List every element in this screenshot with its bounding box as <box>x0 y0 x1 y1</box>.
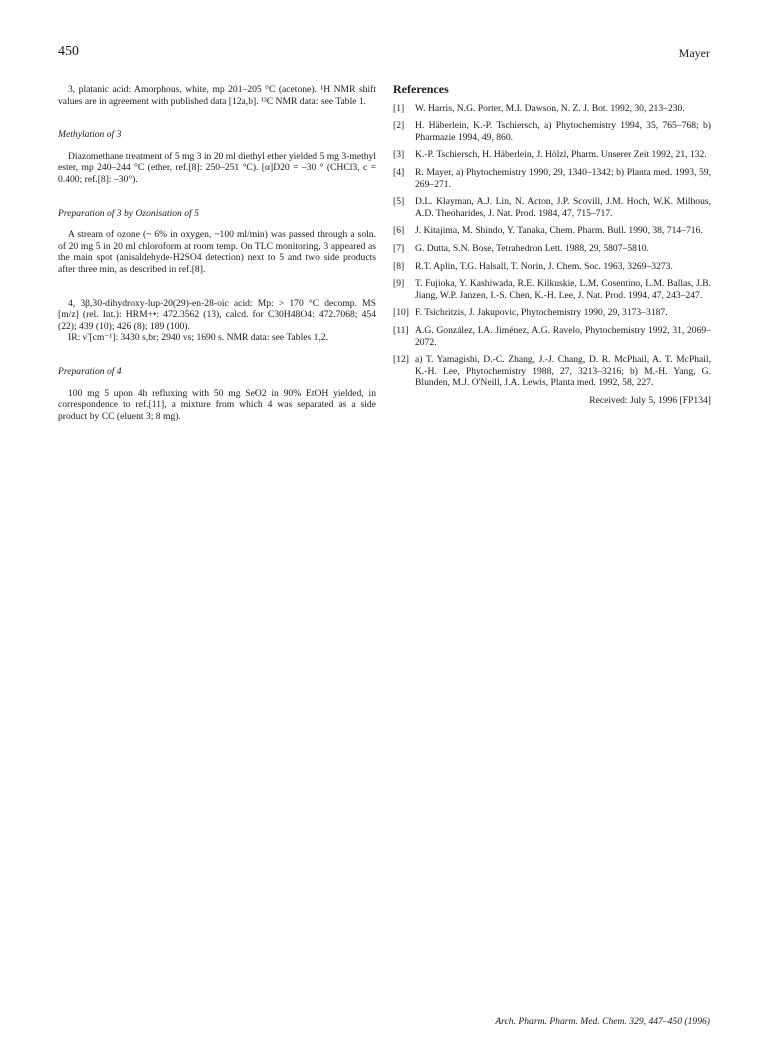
reference-number: [1] <box>393 102 405 114</box>
reference-item <box>393 243 711 255</box>
compound-4-paragraph: 4, 3β,30-dihydroxy-lup-20(29)-en-28-oic acid: Mp: > 170 °C decomp. MS [m/z] (rel. Int.): HRM+•: 472.3562 (13), calcd. for C30H48O4: 472.7068; 454 (22); 439 (10); 426 (8); 189 (100). <box>58 297 376 332</box>
methylation-heading: Methylation of 3 <box>58 129 122 141</box>
left-column <box>58 84 376 422</box>
references-column <box>393 84 711 406</box>
reference-item <box>393 261 711 273</box>
reference-number: [10] <box>393 307 409 319</box>
reference-text: H. Häberlein, K.-P. Tschiersch, a) Phytochemistry 1994, 35, 765–768; b) Pharmazie 1994, 49, 860. <box>415 120 711 143</box>
platanic-acid-paragraph: 3, platanic acid: Amorphous, white, mp 201–205 °C (acetone). ¹H NMR shift values are in agreement with published data [12a,b]. ¹³C NMR data: see Table 1. <box>58 84 376 107</box>
reference-item <box>393 225 711 237</box>
reference-item <box>393 120 711 143</box>
reference-number: [11] <box>393 324 409 336</box>
preparation-4-heading: Preparation of 4 <box>58 365 122 377</box>
reference-text: a) T. Yamagishi, D.-C. Zhang, J.-J. Chang, D. R. McPhail, A. T. McPhail, K.-H. Lee, Phytochemistry 1988, 27, 3213–3216; b) M.-H. Yang, G. Blunden, M.J. O'Neill, J.A. Lewis, Planta med. 1992, 58, 227. <box>415 354 711 389</box>
reference-text: G. Dutta, S.N. Bose, Tetrahedron Lett. 1988, 29, 5807–5810. <box>415 242 649 254</box>
ir-data-paragraph: IR: ν̃ [cm⁻¹]: 3430 s,br; 2940 vs; 1690 s. NMR data: see Tables 1,2. <box>68 332 329 344</box>
reference-number: [9] <box>393 278 405 290</box>
reference-text: A.G. González, I.A. Jiménez, A.G. Ravelo, Phytochemistry 1992, 31, 2069–2072. <box>415 324 711 348</box>
reference-number: [4] <box>393 166 405 178</box>
journal-citation-footer: Arch. Pharm. Pharm. Med. Chem. 329, 447–450 (1996) <box>495 1016 710 1027</box>
reference-text: R. Mayer, a) Phytochemistry 1990, 29, 1340–1342; b) Planta med. 1993, 59, 269–271. <box>415 166 711 190</box>
reference-text: F. Tsichritzis, J. Jakupovic, Phytochemistry 1990, 29, 3173–3187. <box>415 307 668 319</box>
page-header <box>58 44 710 62</box>
references-title: References <box>393 82 449 96</box>
reference-text: D.L. Klayman, A.J. Lin, N. Acton, J.P. Scovill, J.M. Hoch, W.K. Milhous, A.D. Theoharides, J. Nat. Prod. 1984, 47, 715–717. <box>415 196 711 219</box>
reference-item <box>393 278 711 301</box>
reference-number: [12] <box>393 354 409 366</box>
reference-item <box>393 325 711 348</box>
methylation-paragraph: Diazomethane treatment of 5 mg 3 in 20 ml diethyl ether yielded 5 mg 3-methyl ester, mp 240–244 °C (ether, ref.[8]: 250–251 °C). [α]D20 = –30 ° (CHCl3, c = 0.400; ref.[8]: –30°). <box>58 150 376 185</box>
reference-list <box>393 103 711 389</box>
received-date: Received: July 5, 1996 [FP134] <box>589 394 711 406</box>
reference-text: T. Fujioka, Y. Kashiwada, R.E. Kilkuskie, L.M. Cosentino, L.M. Ballas, J.B. Jiang, W.P. Janzen, I.-S. Chen, K.-H. Lee, J. Nat. Prod. 1994, 47, 243–247. <box>415 278 711 301</box>
running-head-author: Mayer <box>678 46 710 60</box>
reference-number: [3] <box>393 149 405 161</box>
reference-text: W. Harris, N.G. Porter, M.I. Dawson, N. Z. J. Bot. 1992, 30, 213–230. <box>415 102 685 114</box>
page-number: 450 <box>58 44 79 59</box>
reference-number: [8] <box>393 260 405 272</box>
reference-item <box>393 103 711 115</box>
reference-number: [5] <box>393 196 405 208</box>
reference-number: [6] <box>393 225 405 237</box>
reference-number: [7] <box>393 242 405 254</box>
reference-item <box>393 149 711 161</box>
reference-item <box>393 167 711 190</box>
reference-text: R.T. Aplin, T.G. Halsall, T. Norin, J. Chem. Soc. 1963, 3269–3273. <box>415 260 673 272</box>
reference-item <box>393 196 711 219</box>
preparation-4-paragraph: 100 mg 5 upon 4h refluxing with 50 mg SeO2 in 90% EtOH yielded, in correspondence to ref.[11], a mixture from which 4 was separated as a side product by CC (eluent 3; 8 mg). <box>58 387 376 422</box>
ozonisation-heading: Preparation of 3 by Ozonisation of 5 <box>58 207 199 219</box>
reference-text: K.-P. Tschiersch, H. Häberlein, J. Hölzl, Pharm. Unserer Zeit 1992, 21, 132. <box>415 149 707 161</box>
ozonisation-paragraph: A stream of ozone (~ 6% in oxygen, ~100 ml/min) was passed through a soln. of 20 mg 5 in 20 ml chloroform at room temp. On TLC monitoring, 3 appeared as the main spot (anisaldehyde-H2SO4 detection) next to 5 and two side products after three min, as described in ref.[8]. <box>58 229 376 275</box>
reference-number: [2] <box>393 120 405 132</box>
reference-item <box>393 354 711 389</box>
reference-text: J. Kitajima, M. Shindo, Y. Tanaka, Chem. Pharm. Bull. 1990, 38, 714–716. <box>415 225 703 237</box>
reference-item <box>393 307 711 319</box>
